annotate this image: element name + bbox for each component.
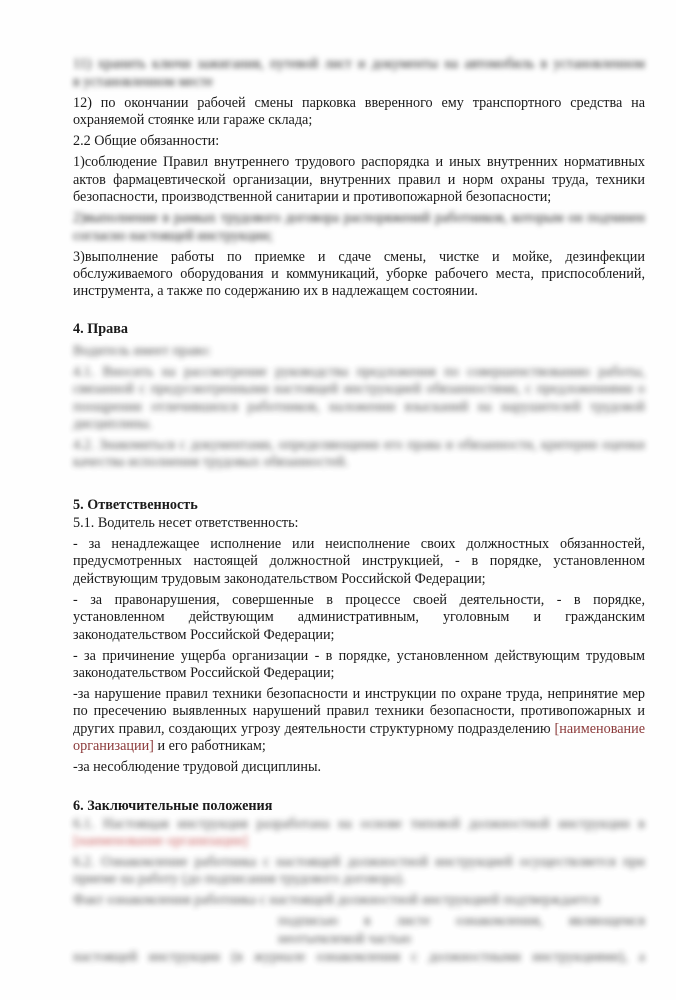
section-2-2-title: 2.2 Общие обязанности: [73,133,220,150]
final-6-1-text: 6.1. Настоящая инструкция разработана на основе типовой должностной инструкции в [73,815,645,832]
general-duty-2-blurred: 2)выполнение в рамках трудового договора распоряжений работников, которым он подчинен согласно настоящей инструкции; [73,210,645,244]
responsibility-intro: 5.1. Водитель несет ответственность: [73,514,299,531]
organization-name-placeholder: [наименование организации] [73,720,645,755]
rights-4-2-blurred: 4.2. Знакомиться с документами, определяющими его права и обязанности, критерии оценки качества исполнения трудовых обязанностей. [73,437,645,471]
general-duty-3: 3)выполнение работы по приемке и сдаче смены, чистке и мойке, дезинфекции обслуживаемого оборудования и коммуникаций, уборке рабочего места, приспособлений, инструмента, а также по содержанию их в надлежащем состоянии. [73,248,645,300]
section-6-heading: 6. Заключительные положения [73,798,273,815]
rights-intro-blurred: Водитель имеет право: [73,342,212,359]
general-duty-1: 1)соблюдение Правил внутреннего трудового распорядка и иных внутренних нормативных актов фармацевтической организации, внутренних правил и норм охраны труда, техники безопасности, производственной санитарии и противопожарной безопасности; [73,154,645,206]
final-6-1-placeholder: [наименование организации] [73,832,248,849]
section-4-heading: 4. Права [73,321,128,338]
blurred-item-11: 11) хранить ключи зажигания, путевой лист и документы на автомобиль в установленном [73,56,645,72]
responsibility-item-4-end: и его работникам; [153,738,266,755]
responsibility-item-1: - за ненадлежащее исполнение или неисполнение своих должностных обязанностей, предусмотренных настоящей должностной инструкцией, - в порядке, установленном действующим трудовым законодательством Российской Федерации; [73,535,645,587]
responsibility-item-3: - за причинение ущерба организации - в порядке, установленном действующим трудовым законодательством Российской Федерации; [73,647,645,681]
item-12: 12) по окончании рабочей смены парковка вверенного ему транспортного средства на охраняемой стоянке или гараже склада; [73,95,645,129]
rights-4-1-blurred: 4.1. Вносить на рассмотрение руководства предложения по совершенствованию работы, связанной с предусмотренными настоящей инструкцией обязанностями, с предложениями о поощрении отличившихся работников, наложении взысканий на нарушителей трудовой дисциплины. [73,363,645,433]
document-body [73,56,645,970]
final-6-3c-blurred: настоящей инструкции (в журнале ознакомления с должностными инструкциями), а [73,949,645,966]
responsibility-item-4 [73,686,645,756]
responsibility-item-4-text: -за нарушение правил техники безопасности и инструкции по охране труда, непринятие мер по пресечению выявленных нарушений правил техники безопасности, противопожарных и других правил, создающих угрозу деятельности структурному подразделению [73,685,645,737]
final-6-3b-blurred: подписью в листе ознакомления, являющемся неотъемлемой частью [278,913,645,947]
final-6-3-blurred: Факт ознакомления работника с настоящей должностной инструкцией подтверждается [73,892,600,909]
blurred-item-11-cont: в установленном месте [73,74,213,90]
final-6-1-blurred [73,816,645,851]
final-6-2-blurred: 6.2. Ознакомление работника с настоящей должностной инструкцией осуществляется при приеме на работу (до подписания трудового договора). [73,853,645,888]
section-5-heading: 5. Ответственность [73,497,198,514]
responsibility-item-5: -за несоблюдение трудовой дисциплины. [73,759,322,776]
responsibility-item-2: - за правонарушения, совершенные в процессе своей деятельности, - в порядке, установленном действующим административным, уголовным и гражданским законодательством Российской Федерации; [73,591,645,643]
